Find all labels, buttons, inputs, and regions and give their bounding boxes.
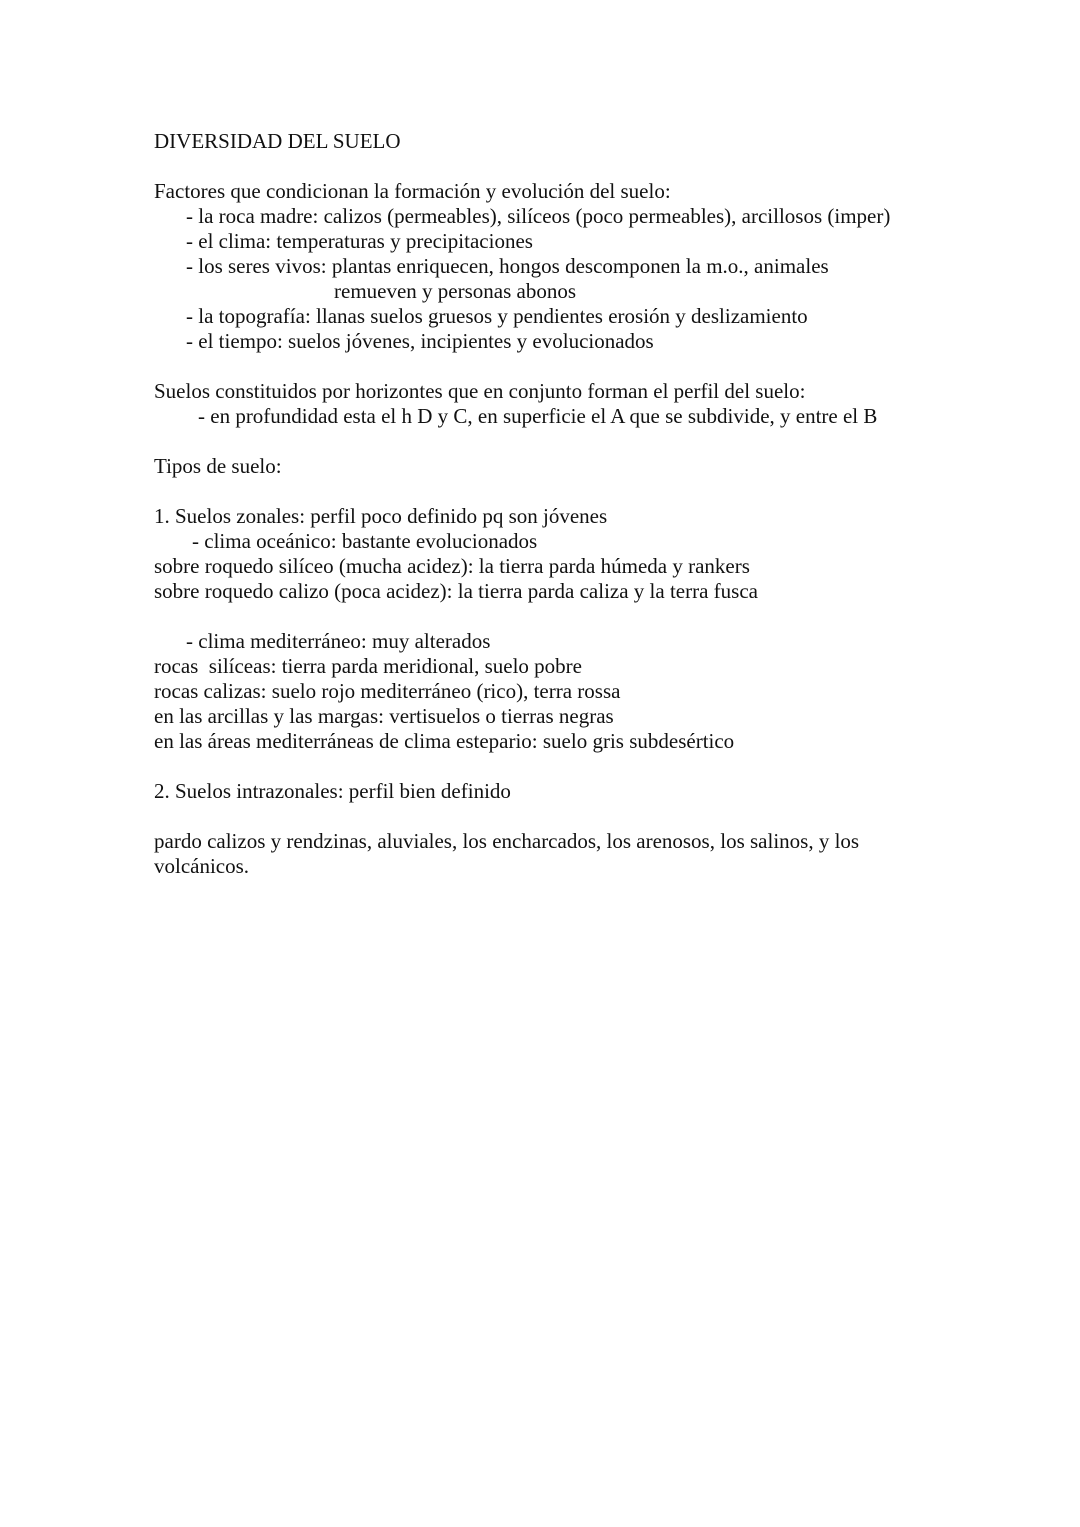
- tipos-heading: Tipos de suelo:: [154, 454, 282, 478]
- mediterraneo-siliceas: rocas silíceas: tierra parda meridional, suelo pobre: [154, 654, 582, 678]
- clima-mediterraneo: - clima mediterráneo: muy alterados: [186, 629, 491, 653]
- document-title: DIVERSIDAD DEL SUELO: [154, 129, 401, 153]
- mediterraneo-arcillas: en las arcillas y las margas: vertisuelos o tierras negras: [154, 704, 614, 728]
- intrazonales-text-line2: volcánicos.: [154, 854, 250, 878]
- mediterraneo-estepario: en las áreas mediterráneas de clima estepario: suelo gris subdesértico: [154, 729, 735, 753]
- factor-roca-madre: - la roca madre: calizos (permeables), silíceos (poco permeables), arcillosos (imper): [186, 204, 891, 228]
- factor-topografia: - la topografía: llanas suelos gruesos y pendientes erosión y deslizamiento: [186, 304, 808, 328]
- factor-tiempo: - el tiempo: suelos jóvenes, incipientes y evolucionados: [186, 329, 654, 353]
- zonales-heading: 1. Suelos zonales: perfil poco definido pq son jóvenes: [154, 504, 608, 528]
- factores-heading: Factores que condicionan la formación y evolución del suelo:: [154, 179, 671, 203]
- mediterraneo-calizas: rocas calizas: suelo rojo mediterráneo (rico), terra rossa: [154, 679, 621, 703]
- factor-seres-vivos-cont: remueven y personas abonos: [334, 279, 577, 303]
- clima-oceanico: - clima oceánico: bastante evolucionados: [192, 529, 538, 553]
- oceanico-calizo: sobre roquedo calizo (poca acidez): la tierra parda caliza y la terra fusca: [154, 579, 758, 603]
- intrazonales-text-line1: pardo calizos y rendzinas, aluviales, los encharcados, los arenosos, los salinos, y los: [154, 829, 860, 853]
- oceanico-siliceo: sobre roquedo silíceo (mucha acidez): la tierra parda húmeda y rankers: [154, 554, 750, 578]
- factor-clima: - el clima: temperaturas y precipitaciones: [186, 229, 533, 253]
- horizontes-heading: Suelos constituidos por horizontes que en conjunto forman el perfil del suelo:: [154, 379, 806, 403]
- intrazonales-heading: 2. Suelos intrazonales: perfil bien definido: [154, 779, 511, 803]
- horizontes-item: - en profundidad esta el h D y C, en superficie el A que se subdivide, y entre el B: [198, 404, 878, 428]
- factor-seres-vivos: - los seres vivos: plantas enriquecen, hongos descomponen la m.o., animales: [186, 254, 829, 278]
